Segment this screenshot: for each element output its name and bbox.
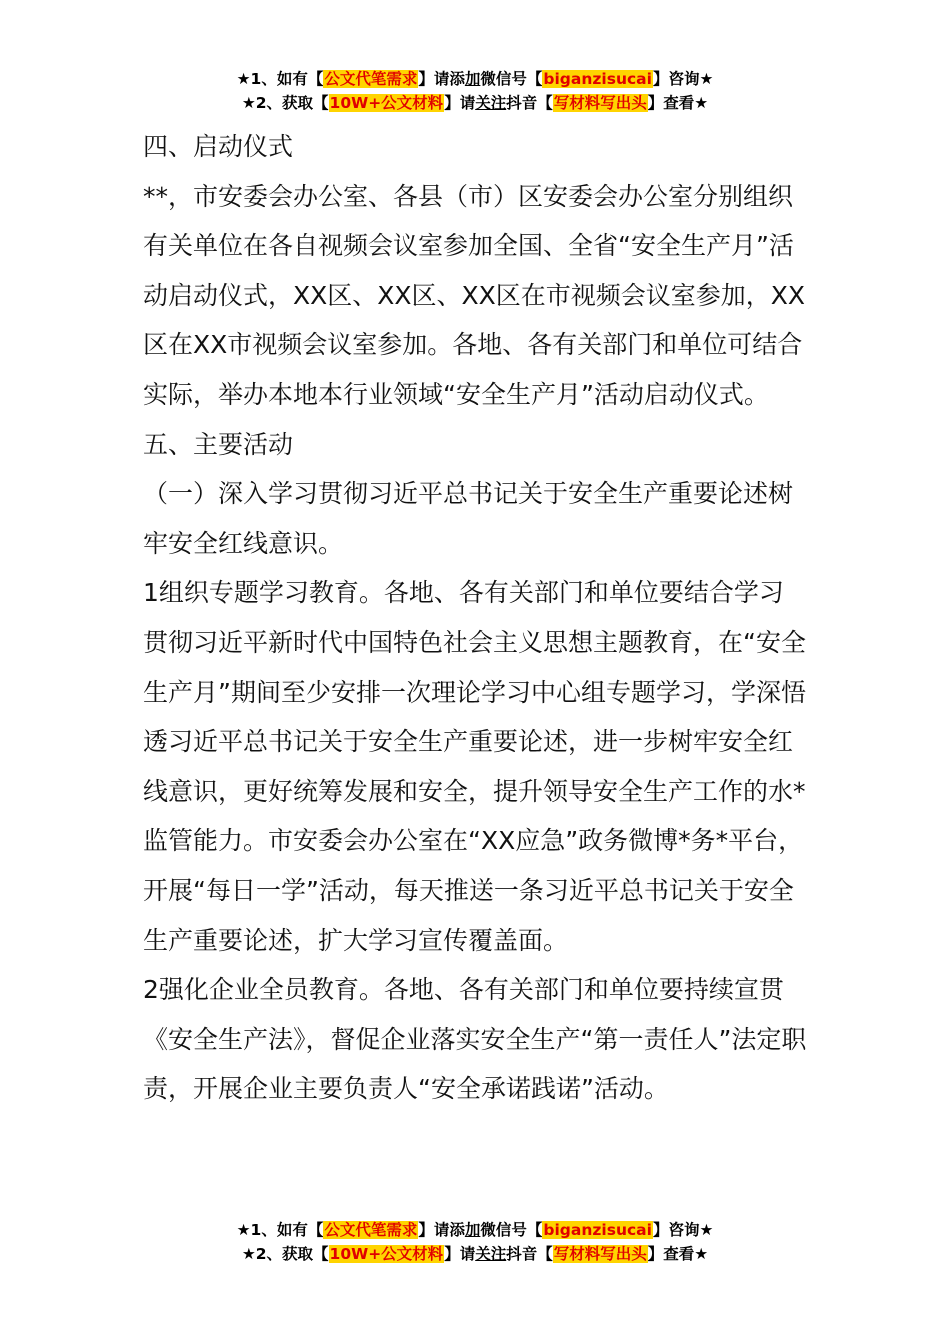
subsection-heading-1: （一）深入学习贯彻习近平总书记关于安全生产重要论述树牢安全红线意识。 (143, 479, 794, 558)
highlight-wechat-id: biganzisucai (543, 70, 652, 88)
banner-line-2: ★2、获取【10W+公文材料】请关注抖音【写材料写出头】查看★ (241, 94, 709, 112)
banner-line-1: ★1、如有【公文代笔需求】请添加微信号【biganzisucai】咨询★ (236, 1221, 714, 1239)
highlight-materials: 10W+公文材料 (329, 94, 444, 112)
highlight-writing-service: 公文代笔需求 (324, 70, 418, 88)
document-body (143, 122, 808, 1114)
top-banner (0, 67, 950, 115)
bottom-banner (0, 1218, 950, 1266)
highlight-douyin-account: 写材料写出头 (553, 1245, 647, 1263)
paragraph-launch-ceremony: **，市安委会办公室、各县（市）区安委会办公室分别组织有关单位在各自视频会议室参加全国、全省“安全生产月”活动启动仪式，XX区、XX区、XX区在市视频会议室参加，XX区在XX市视频会议室参加。各地、各有关部门和单位可结合实际，举办本地本行业领域“安全生产月”活动启动仪式。 (143, 181, 806, 409)
paragraph-item-1: 1组织专题学习教育。各地、各有关部门和单位要结合学习贯彻习近平新时代中国特色社会主义思想主题教育，在“安全生产月”期间至少安排一次理论学习中心组专题学习，学深悟透习近平总书记关于安全生产重要论述，进一步树牢安全红线意识，更好统筹发展和安全，提升领导安全生产工作的水*监管能力。市安委会办公室在“XX应急”政务微博*务*平台，开展“每日一学”活动，每天推送一条习近平总书记关于安全生产重要论述，扩大学习宣传覆盖面。 (143, 578, 806, 955)
highlight-wechat-id: biganzisucai (543, 1221, 652, 1239)
highlight-writing-service: 公文代笔需求 (324, 1221, 418, 1239)
paragraph-item-2: 2强化企业全员教育。各地、各有关部门和单位要持续宣贯《安全生产法》，督促企业落实安全生产“第一责任人”法定职责，开展企业主要负责人“安全承诺践诺”活动。 (143, 975, 807, 1104)
banner-line-1: ★1、如有【公文代笔需求】请添加微信号【biganzisucai】咨询★ (236, 70, 714, 88)
highlight-materials: 10W+公文材料 (329, 1245, 444, 1263)
section-heading-5: 五、主要活动 (143, 429, 294, 459)
highlight-douyin-account: 写材料写出头 (553, 94, 647, 112)
section-heading-4: 四、启动仪式 (143, 132, 294, 161)
banner-line-2: ★2、获取【10W+公文材料】请关注抖音【写材料写出头】查看★ (241, 1245, 709, 1263)
